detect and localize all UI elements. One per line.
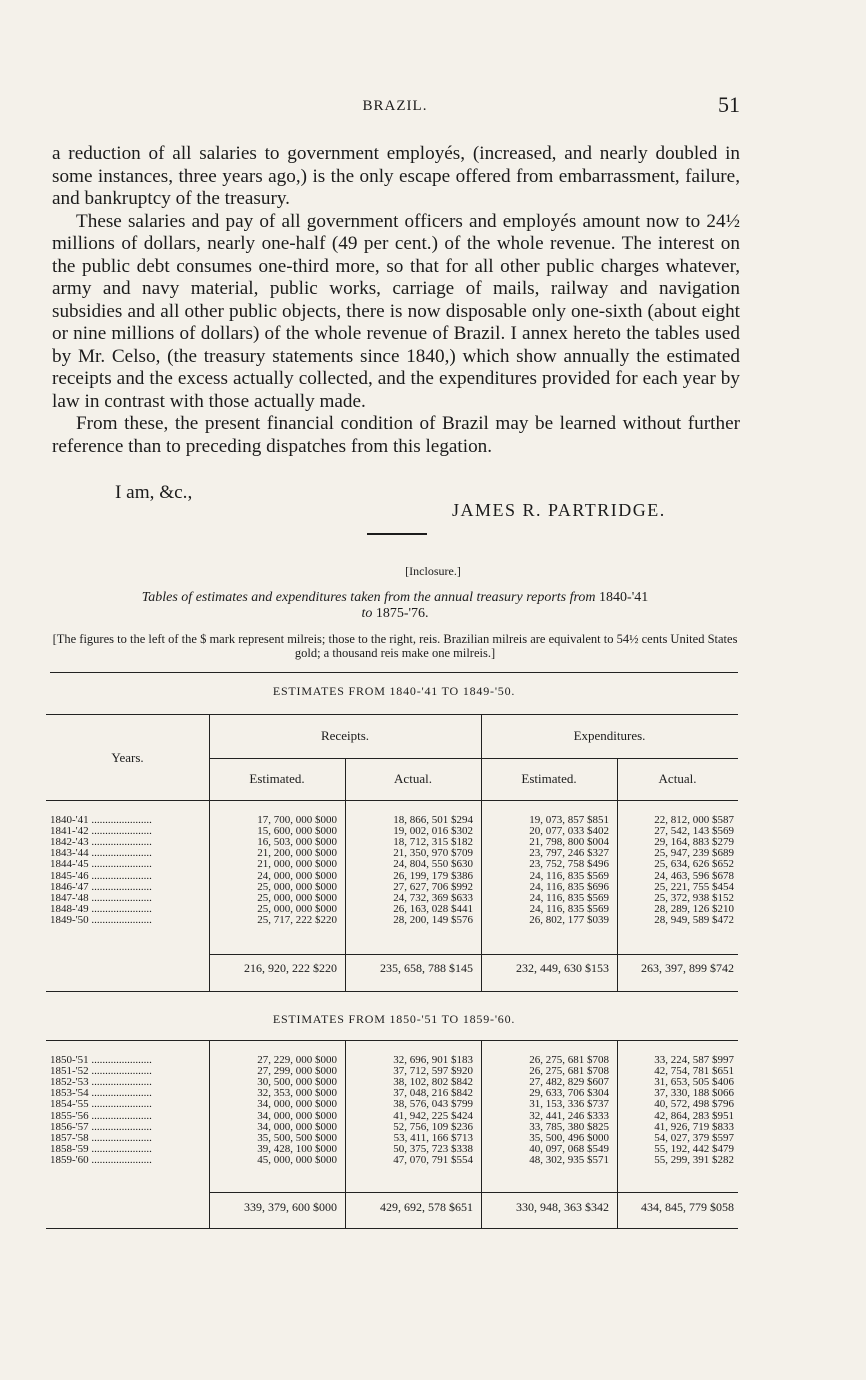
cell-exp-act: 37, 330, 188 $066 [654, 1087, 734, 1100]
cell-rec-est: 30, 500, 000 $000 [257, 1076, 337, 1089]
cell-rec-act: 24, 732, 369 $633 [393, 891, 473, 904]
row-year-label: 1852-'53 ...................... [50, 1076, 152, 1089]
row-year-label: 1849-'50 ...................... [50, 913, 152, 926]
cell-rec-act: 26, 199, 179 $386 [393, 869, 473, 882]
cell-rec-act: 19, 002, 016 $302 [393, 825, 473, 838]
expenditures-header: Expenditures. [573, 728, 646, 743]
cell-exp-est: 24, 116, 835 $696 [529, 880, 609, 893]
cell-exp-est: 24, 116, 835 $569 [529, 869, 609, 882]
cell-exp-est: 26, 275, 681 $708 [529, 1065, 609, 1078]
total-rec-act: 429, 692, 578 $651 [380, 1200, 473, 1214]
page-number: 51 [718, 92, 740, 117]
cell-exp-est: 23, 797, 246 $327 [529, 847, 609, 860]
cell-rec-act: 32, 696, 901 $183 [393, 1054, 473, 1066]
row-year-label: 1840-'41 ...................... [50, 814, 152, 826]
cell-rec-act: 18, 712, 315 $182 [393, 836, 473, 849]
cell-rec-est: 39, 428, 100 $000 [257, 1142, 337, 1155]
cell-rec-act: 37, 048, 216 $842 [393, 1087, 473, 1100]
row-year-label: 1847-'48 ...................... [50, 891, 152, 904]
col-divider [481, 714, 482, 991]
paragraph-2: These salaries and pay of all government officers and employés amount now to 24½ millions of dollars, nearly one-half (49 per cent.) of the whole revenue. The interest on the public debt consumes one-third more, so that for all other public charges whatever, army and navy material, public works, carriage of mails, railway and navigation subsidies and all other public objects, there is now disposable only one-sixth (about eight or nine millions of dollars) of the whole revenue of Brazil. I annex hereto the tables used by Mr. Celso, (the treasury statements since 1840,) which show annually the estimated receipts and the excess actually collected, and the expenditures provided for each year by law in contrast with those actually made. [52, 210, 740, 412]
row-year-label: 1841-'42 ...................... [50, 825, 152, 838]
cell-rec-act: 52, 756, 109 $236 [393, 1120, 473, 1133]
cell-rec-est: 21, 000, 000 $000 [257, 858, 337, 871]
cell-rec-est: 24, 000, 000 $000 [257, 869, 337, 882]
col-divider [345, 758, 346, 991]
row-year-label: 1857-'58 ...................... [50, 1131, 152, 1144]
cell-exp-act: 54, 027, 379 $597 [654, 1131, 734, 1144]
cell-rec-act: 28, 200, 149 $576 [393, 913, 473, 926]
cell-rec-act: 37, 712, 597 $920 [393, 1065, 473, 1078]
cell-exp-act: 25, 947, 239 $689 [654, 847, 734, 860]
cell-rec-est: 15, 600, 000 $000 [257, 825, 337, 838]
table-bottom-rule [46, 1228, 738, 1229]
header-mid-rule [209, 758, 738, 759]
page-header [50, 92, 740, 122]
cell-rec-act: 21, 350, 970 $709 [393, 847, 473, 860]
cell-rec-est: 32, 353, 000 $000 [257, 1087, 337, 1100]
header-top-rule [46, 714, 738, 715]
closing-line: I am, &c., [115, 482, 193, 503]
cell-exp-act: 29, 164, 883 $279 [654, 836, 734, 849]
row-year-label: 1844-'45 ...................... [50, 858, 152, 871]
cell-exp-act: 28, 289, 126 $210 [654, 902, 734, 915]
section-2-title: ESTIMATES FROM 1850-'51 TO 1859-'60. [272, 1012, 516, 1026]
cell-exp-est: 26, 802, 177 $039 [529, 913, 609, 926]
cell-exp-act: 41, 926, 719 $833 [654, 1120, 734, 1133]
receipts-estimated-header: Estimated. [249, 771, 305, 786]
cell-rec-act: 50, 375, 723 $338 [393, 1142, 473, 1155]
row-year-label: 1858-'59 ...................... [50, 1142, 152, 1155]
table-bottom-rule [46, 991, 738, 992]
row-year-label: 1842-'43 ...................... [50, 836, 152, 849]
tables-caption [50, 590, 740, 622]
cell-rec-act: 26, 163, 028 $441 [393, 902, 473, 915]
cell-exp-act: 40, 572, 498 $796 [654, 1098, 734, 1111]
cell-rec-act: 24, 804, 550 $630 [393, 858, 473, 871]
col-divider [617, 758, 618, 991]
cell-exp-act: 28, 949, 589 $472 [654, 913, 734, 926]
cell-rec-est: 45, 000, 000 $000 [257, 1153, 337, 1166]
total-rec-act: 235, 658, 788 $145 [380, 961, 473, 975]
cell-exp-est: 19, 073, 857 $851 [529, 814, 609, 826]
cell-exp-act: 55, 299, 391 $282 [654, 1153, 734, 1166]
row-year-label: 1856-'57 ...................... [50, 1120, 152, 1133]
cell-exp-est: 33, 785, 380 $825 [529, 1120, 609, 1133]
totals-rule [209, 954, 738, 955]
paragraph-3: From these, the present financial condition of Brazil may be learned without further reference than to preceding dispatches from this legation. [52, 413, 740, 457]
col-divider [345, 1040, 346, 1228]
row-year-label: 1854-'55 ...................... [50, 1098, 152, 1111]
years-header: Years. [111, 750, 144, 765]
cell-rec-est: 34, 000, 000 $000 [257, 1109, 337, 1122]
cell-rec-est: 34, 000, 000 $000 [257, 1098, 337, 1111]
cell-rec-est: 34, 000, 000 $000 [257, 1120, 337, 1133]
cell-rec-est: 27, 299, 000 $000 [257, 1065, 337, 1078]
cell-exp-est: 29, 633, 706 $304 [529, 1087, 609, 1100]
cell-exp-est: 31, 153, 336 $737 [529, 1098, 609, 1111]
cell-rec-act: 47, 070, 791 $554 [393, 1153, 473, 1166]
running-title: BRAZIL. [362, 98, 428, 114]
row-year-label: 1855-'56 ...................... [50, 1109, 152, 1122]
cell-exp-act: 31, 653, 505 $406 [654, 1076, 734, 1089]
cell-exp-act: 42, 754, 781 $651 [654, 1065, 734, 1078]
total-exp-est: 232, 449, 630 $153 [516, 961, 609, 975]
table-top-rule [46, 1040, 738, 1041]
paragraph-1: a reduction of all salaries to government employés, (increased, and nearly doubled in some instances, three years ago,) is the only escape offered from embarrassment, failure, and bankruptcy of the treasury. [52, 143, 740, 209]
receipts-header: Receipts. [320, 728, 369, 743]
caption-to: to [361, 606, 373, 621]
expenditures-estimated-header: Estimated. [521, 771, 577, 786]
cell-rec-act: 38, 576, 043 $799 [393, 1098, 473, 1111]
cell-rec-est: 25, 717, 222 $220 [257, 913, 337, 926]
cell-rec-act: 27, 627, 706 $992 [393, 880, 473, 893]
cell-rec-est: 25, 000, 000 $000 [257, 880, 337, 893]
cell-exp-est: 40, 097, 068 $549 [529, 1142, 609, 1155]
row-year-label: 1859-'60 ...................... [50, 1153, 152, 1166]
cell-rec-act: 53, 411, 166 $713 [393, 1131, 473, 1144]
cell-rec-est: 25, 000, 000 $000 [257, 902, 337, 915]
cell-exp-est: 20, 077, 033 $402 [529, 825, 609, 838]
row-year-label: 1853-'54 ...................... [50, 1087, 152, 1100]
cell-rec-est: 25, 000, 000 $000 [257, 891, 337, 904]
row-year-label: 1846-'47 ...................... [50, 880, 152, 893]
total-exp-act: 434, 845, 779 $058 [641, 1200, 734, 1214]
total-exp-est: 330, 948, 363 $342 [516, 1200, 609, 1214]
row-year-label: 1850-'51 ...................... [50, 1054, 152, 1066]
cell-rec-est: 27, 229, 000 $000 [257, 1054, 337, 1066]
row-year-label: 1851-'52 ...................... [50, 1065, 152, 1078]
cell-exp-est: 32, 441, 246 $333 [529, 1109, 609, 1122]
total-exp-act: 263, 397, 899 $742 [641, 961, 734, 975]
section-1-title: ESTIMATES FROM 1840-'41 TO 1849-'50. [272, 684, 516, 698]
table-top-rule [50, 672, 738, 673]
caption-text: Tables of estimates and expenditures taken from the annual treasury reports from [141, 590, 596, 605]
cell-rec-act: 18, 866, 501 $294 [393, 814, 473, 826]
total-rec-est: 216, 920, 222 $220 [244, 961, 337, 975]
cell-rec-est: 21, 200, 000 $000 [257, 847, 337, 860]
cell-exp-act: 25, 372, 938 $152 [654, 891, 734, 904]
estimates-table-1840-1850 [46, 714, 738, 992]
cell-exp-act: 22, 812, 000 $587 [654, 814, 734, 826]
cell-exp-est: 35, 500, 496 $000 [529, 1131, 609, 1144]
col-divider [617, 1040, 618, 1228]
header-bottom-rule [46, 800, 738, 801]
cell-rec-act: 38, 102, 802 $842 [393, 1076, 473, 1089]
separator-rule [367, 533, 427, 535]
signature: JAMES R. PARTRIDGE. [452, 500, 666, 520]
total-rec-est: 339, 379, 600 $000 [244, 1200, 337, 1214]
cell-exp-est: 23, 752, 758 $496 [529, 858, 609, 871]
expenditures-actual-header: Actual. [658, 771, 697, 786]
caption-span-end: 1875-'76. [375, 606, 429, 621]
cell-exp-act: 55, 192, 442 $479 [654, 1142, 734, 1155]
row-year-label: 1848-'49 ...................... [50, 902, 152, 915]
cell-exp-est: 21, 798, 800 $004 [529, 836, 609, 849]
cell-exp-est: 27, 482, 829 $607 [529, 1076, 609, 1089]
cell-exp-est: 26, 275, 681 $708 [529, 1054, 609, 1066]
enclosure-label: [Inclosure.] [405, 564, 461, 578]
receipts-actual-header: Actual. [394, 771, 432, 786]
cell-rec-est: 17, 700, 000 $000 [257, 814, 337, 826]
row-year-label: 1845-'46 ...................... [50, 869, 152, 882]
cell-exp-act: 25, 221, 755 $454 [654, 880, 734, 893]
cell-exp-act: 33, 224, 587 $997 [654, 1054, 734, 1066]
cell-rec-act: 41, 942, 225 $424 [393, 1109, 473, 1122]
estimates-table-1850-1860 [46, 1040, 738, 1230]
cell-exp-act: 42, 864, 283 $951 [654, 1109, 734, 1122]
cell-exp-est: 24, 116, 835 $569 [529, 902, 609, 915]
cell-exp-act: 24, 463, 596 $678 [654, 869, 734, 882]
totals-rule [209, 1192, 738, 1193]
caption-span-start: 1840-'41 [599, 590, 649, 605]
col-divider [481, 1040, 482, 1228]
cell-exp-act: 25, 634, 626 $652 [654, 858, 734, 871]
cell-exp-act: 27, 542, 143 $569 [654, 825, 734, 838]
row-year-label: 1843-'44 ...................... [50, 847, 152, 860]
letter-body [52, 143, 740, 458]
cell-exp-est: 24, 116, 835 $569 [529, 891, 609, 904]
cell-rec-est: 35, 500, 500 $000 [257, 1131, 337, 1144]
currency-note: [The figures to the left of the $ mark represent milreis; those to the right, reis. Brazilian milreis are equivalent to 54½ cents United States gold; a thousand reis make one milreis.] [52, 632, 738, 660]
cell-exp-est: 48, 302, 935 $571 [529, 1153, 609, 1166]
cell-rec-est: 16, 503, 000 $000 [257, 836, 337, 849]
